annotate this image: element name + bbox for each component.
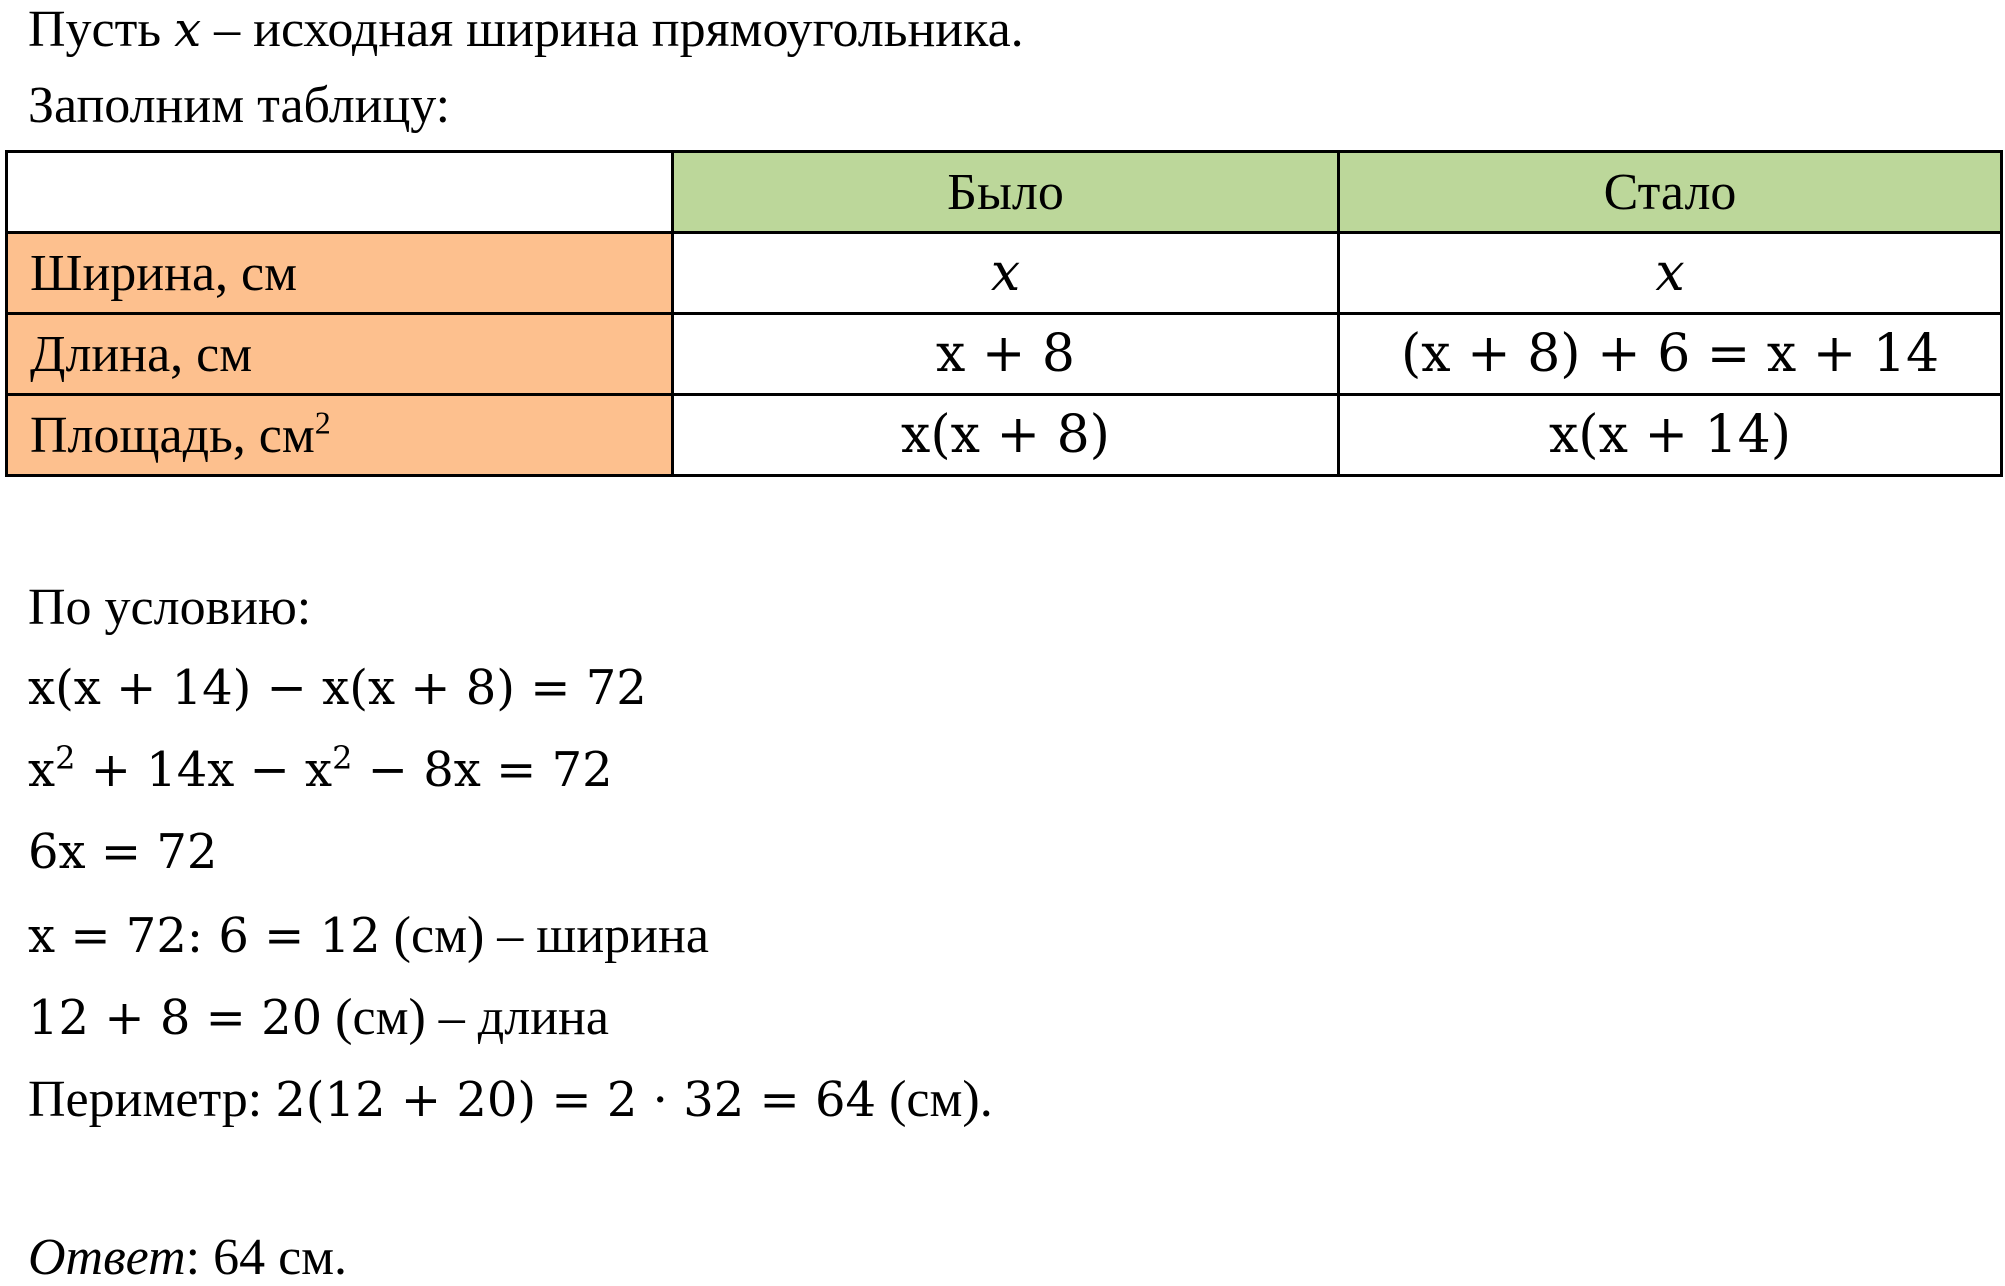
equation-5-math: 12 + 8 = 20 — [28, 990, 323, 1046]
variable-x: x — [174, 2, 202, 58]
perimeter-label: Периметр: — [28, 1071, 276, 1128]
perimeter-math: 2(12 + 20) = 2 · 32 = 64 — [275, 1072, 877, 1128]
cell-area-became: x(x + 14) — [1339, 395, 2002, 476]
table-row — [7, 233, 2002, 314]
table-header-row — [7, 152, 2002, 233]
perimeter-line — [28, 1071, 993, 1128]
intro-line-2: Заполним таблицу: — [28, 77, 451, 134]
cell-width-was: x — [673, 233, 1339, 314]
equation-2: $x^2 + 14x - x^2 - 8x = 72$ — [28, 739, 613, 798]
cell-area-was: x(x + 8) — [673, 395, 1339, 476]
table-row — [7, 314, 2002, 395]
equation-5-text: (см) – длина — [322, 989, 609, 1046]
cell-length-was: x + 8 — [673, 314, 1339, 395]
equation-5 — [28, 989, 609, 1046]
answer-line — [28, 1229, 348, 1286]
table-header-empty — [7, 152, 673, 233]
cell-length-became: (x + 8) + 6 = x + 14 — [1339, 314, 2002, 395]
equation-4 — [28, 907, 709, 964]
intro-text-rest: – исходная ширина прямоугольника. — [201, 1, 1024, 58]
comparison-table — [5, 150, 2003, 477]
row-label-length: Длина, см — [7, 314, 673, 395]
table-row — [7, 395, 2002, 476]
cell-width-became: x — [1339, 233, 2002, 314]
row-label-width: Ширина, см — [7, 233, 673, 314]
row-label-area: Площадь, $см^2$ — [7, 395, 673, 476]
table-header-was: Было — [673, 152, 1339, 233]
intro-line-1 — [28, 1, 1024, 58]
equation-1: x(x + 14) − x(x + 8) = 72 — [28, 660, 647, 716]
condition-label: По условию: — [28, 579, 312, 636]
table-header-became: Стало — [1339, 152, 2002, 233]
answer-label: Ответ — [28, 1229, 186, 1286]
equation-4-text: (см) – ширина — [380, 907, 709, 964]
perimeter-unit: (см). — [876, 1071, 993, 1128]
answer-text: : 64 см. — [185, 1229, 348, 1286]
intro-text: Пусть — [28, 1, 175, 58]
equation-4-math: x = 72: 6 = 12 — [28, 908, 381, 964]
equation-3: 6x = 72 — [28, 824, 218, 880]
